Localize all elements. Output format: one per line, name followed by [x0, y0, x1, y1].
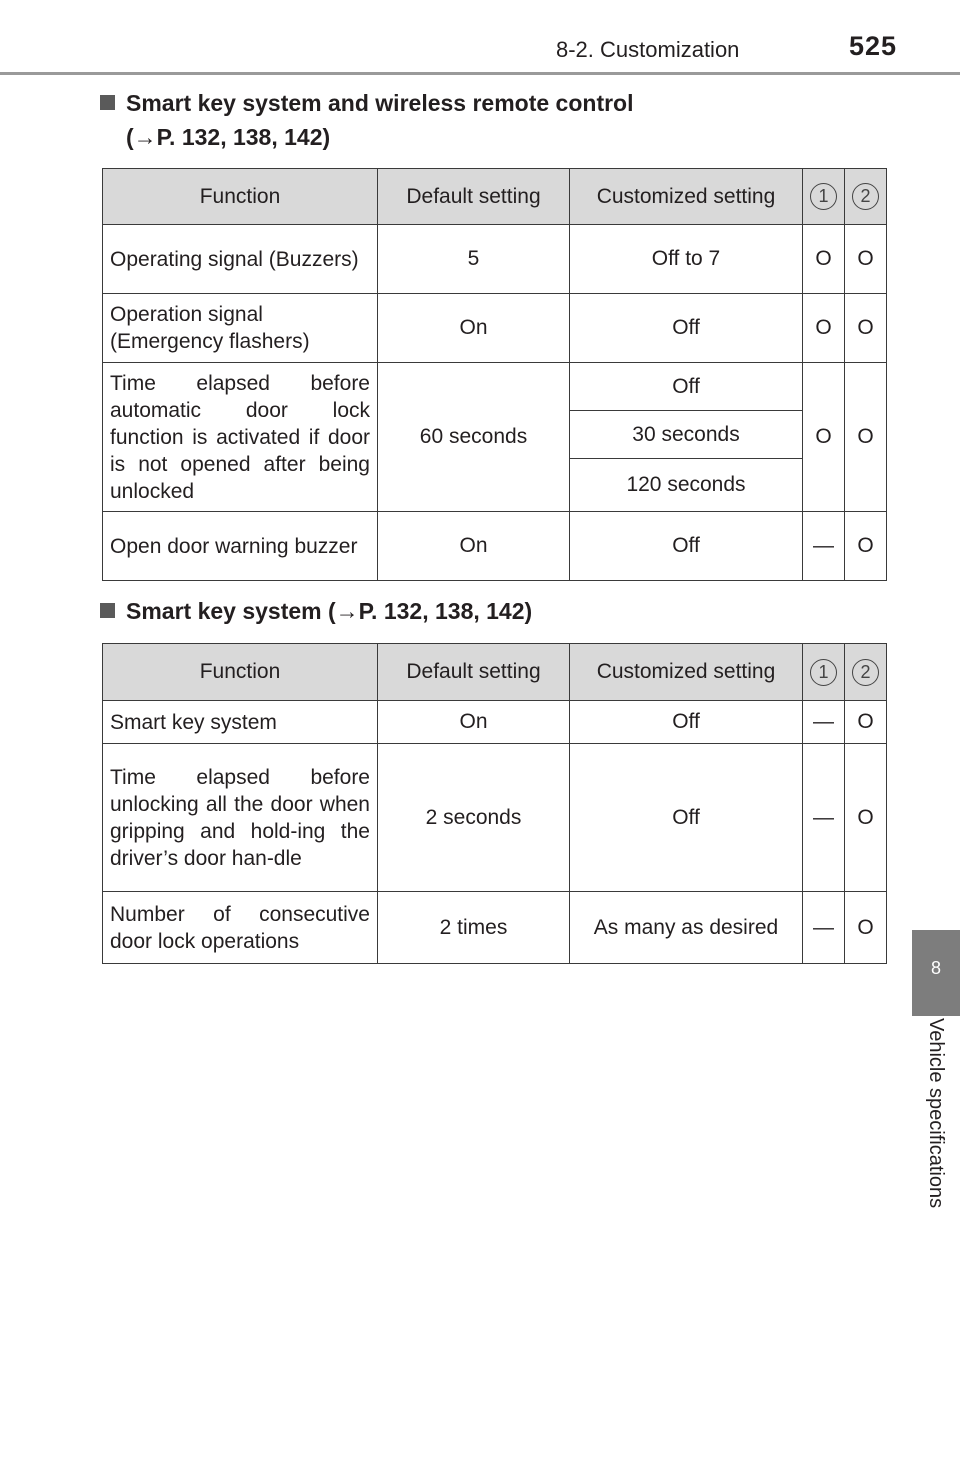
circled-2-icon: 2 [852, 659, 879, 686]
cell-col2: O [845, 744, 887, 892]
cell-default: 2 times [378, 892, 570, 964]
cell-default: 5 [378, 225, 570, 294]
circled-1-icon: 1 [810, 659, 837, 686]
table-row [103, 225, 887, 294]
page-header [0, 0, 960, 76]
cell-col1: — [803, 701, 845, 744]
header-default: Default setting [378, 169, 570, 225]
cell-col2: O [845, 512, 887, 581]
cell-default: 2 seconds [378, 744, 570, 892]
cell-col2: O [845, 225, 887, 294]
section2-heading [100, 594, 532, 628]
chapter-tab-number: 8 [930, 958, 941, 978]
header-col1 [803, 169, 845, 225]
cell-col1: O [803, 225, 845, 294]
table-row [103, 294, 887, 363]
page-number: 525 [849, 31, 898, 61]
cell-function: Smart key system [103, 701, 378, 744]
table-row [103, 512, 887, 581]
table-row [103, 701, 887, 744]
cell-custom: Off [570, 701, 803, 744]
cell-function: Operation signal (Emergency flashers) [103, 294, 378, 363]
cell-col2: O [845, 892, 887, 964]
cell-default: On [378, 701, 570, 744]
cell-col1: O [803, 363, 845, 512]
cell-col1: — [803, 892, 845, 964]
cell-custom: Off to 7 [570, 225, 803, 294]
circled-1-icon: 1 [810, 183, 837, 210]
cell-col2: O [845, 363, 887, 512]
section1-heading-line2: (→P. 132, 138, 142) [126, 124, 331, 150]
section1-heading [100, 86, 634, 154]
table-header-row [103, 644, 887, 701]
header-custom: Customized setting [570, 644, 803, 701]
table-row [103, 744, 887, 892]
cell-col2: O [845, 701, 887, 744]
cell-custom: 120 seconds [570, 459, 803, 512]
cell-custom: Off [570, 363, 803, 411]
header-col1 [803, 644, 845, 701]
header-col2 [845, 644, 887, 701]
cell-col1: O [803, 294, 845, 363]
header-function: Function [103, 169, 378, 225]
section2-heading-text: Smart key system (→P. 132, 138, 142) [126, 598, 533, 624]
cell-custom: Off [570, 294, 803, 363]
chapter-tab-label [912, 1016, 960, 1242]
table-row [103, 363, 887, 411]
cell-function: Open door warning buzzer [103, 512, 378, 581]
cell-col1: — [803, 512, 845, 581]
cell-function: Operating signal (Buzzers) [103, 225, 378, 294]
section1-table [102, 168, 887, 581]
header-custom: Customized setting [570, 169, 803, 225]
section1-heading-line1: Smart key system and wireless remote control [126, 90, 634, 116]
cell-function: Time elapsed before unlocking all the door when gripping and hold-ing the driver’s door han-dle [103, 744, 378, 892]
cell-custom: 30 seconds [570, 411, 803, 459]
section2-table [102, 643, 887, 964]
square-bullet-icon [100, 95, 115, 110]
cell-function: Time elapsed before automatic door lock function is activated if door is not opened after being unlocked [103, 363, 378, 512]
chapter-title: 8-2. Customization [556, 37, 740, 62]
circled-2-icon: 2 [852, 183, 879, 210]
header-divider [0, 72, 960, 75]
header-function: Function [103, 644, 378, 701]
cell-col1: — [803, 744, 845, 892]
table-header-row [103, 169, 887, 225]
header-default: Default setting [378, 644, 570, 701]
cell-custom: As many as desired [570, 892, 803, 964]
chapter-tab-label-text: Vehicle specifications [925, 1018, 947, 1209]
header-col2 [845, 169, 887, 225]
cell-custom: Off [570, 744, 803, 892]
cell-function: Number of consecutive door lock operations [103, 892, 378, 964]
cell-custom: Off [570, 512, 803, 581]
square-bullet-icon [100, 603, 115, 618]
cell-default: On [378, 512, 570, 581]
cell-col2: O [845, 294, 887, 363]
table-row [103, 892, 887, 964]
chapter-tab [912, 930, 960, 1016]
cell-default: 60 seconds [378, 363, 570, 512]
cell-default: On [378, 294, 570, 363]
